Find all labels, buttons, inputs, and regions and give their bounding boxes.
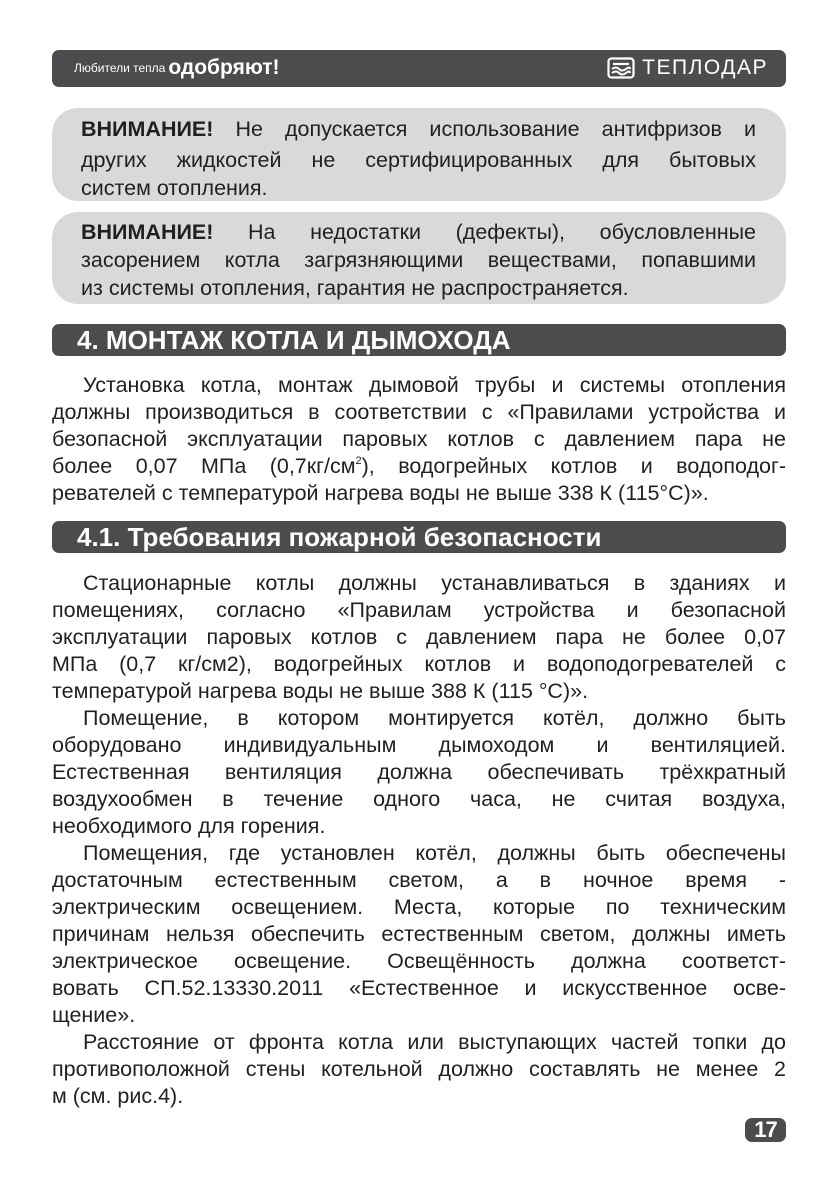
text-line: щение». xyxy=(52,1003,136,1027)
paragraph xyxy=(52,840,786,1029)
text-line: воздухообмен в течение одного часа, не считая воздуха, xyxy=(52,787,786,811)
superscript: 2 xyxy=(355,455,362,467)
text-line: вовать СП.52.13330.2011 «Естественное и искусственное осве- xyxy=(52,976,786,1000)
warning-notice-antifreeze xyxy=(52,108,786,201)
brand-name: ТЕПЛОДАР xyxy=(642,56,768,79)
paragraph xyxy=(52,705,786,840)
text-line: температурой нагрева воды не выше 388 К (115 °С)». xyxy=(52,679,589,703)
notice-line xyxy=(81,115,756,143)
paragraph xyxy=(52,1029,786,1110)
slogan-small: Любители тепла xyxy=(74,61,166,75)
text-fragment: ), водогрейных котлов и водоподог- xyxy=(361,454,786,478)
text-line: помещениях, согласно «Правилам устройства и безопасной xyxy=(52,598,786,622)
text-line: оборудовано индивидуальным дымоходом и вентиляцией. xyxy=(52,733,786,757)
notice-line xyxy=(81,218,756,246)
text-line: достаточным естественным светом, а в ночное время - xyxy=(52,868,786,892)
text-line: Стационарные котлы должны устанавливаться в зданиях и xyxy=(83,571,786,595)
text-line: безопасной эксплуатации паровых котлов с давлением пара не xyxy=(52,427,786,451)
notice-text: Не допускается использование антифризов и xyxy=(213,117,756,141)
warning-label: ВНИМАНИЕ! xyxy=(81,117,214,141)
notice-line: других жидкостей не сертифицированных для бытовых xyxy=(81,148,756,172)
warning-label: ВНИМАНИЕ! xyxy=(81,220,214,244)
text-line: Расстояние от фронта котла или выступающих частей топки до xyxy=(83,1030,786,1054)
page-number: 17 xyxy=(745,1118,786,1142)
text-line: ревателей с температурой нагрева воды не выше 338 К (115°С)». xyxy=(52,481,709,505)
text-line: Установка котла, монтаж дымовой трубы и системы отопления xyxy=(83,373,786,397)
brand xyxy=(607,56,768,80)
text-line: Естественная вентиляция должна обеспечивать трёхкратный xyxy=(52,760,786,784)
notice-line: из системы отопления, гарантия не распространяется. xyxy=(81,276,629,300)
teplodar-logo-icon xyxy=(607,57,635,79)
paragraph xyxy=(52,570,786,705)
text-line: МПа (0,7 кг/см2), водогрейных котлов и водоподогревателей с xyxy=(52,652,786,676)
text-line: Помещение, в котором монтируется котёл, должно быть xyxy=(83,706,786,730)
text-line: м (см. рис.4). xyxy=(52,1084,184,1108)
page-header xyxy=(52,50,786,87)
notice-line: систем отопления. xyxy=(81,176,268,200)
text-line xyxy=(52,453,786,480)
section-heading-fire-safety: 4.1. Требования пожарной безопасности xyxy=(52,521,786,553)
section-heading-installation: 4. МОНТАЖ КОТЛА И ДЫМОХОДА xyxy=(52,324,786,356)
notice-line: засорением котла загрязняющими веществами, попавшими xyxy=(81,248,756,272)
warning-notice-warranty xyxy=(52,212,786,304)
text-fragment: более 0,07 МПа (0,7кг/см xyxy=(52,454,356,478)
text-line: эксплуатации паровых котлов с давлением пара не более 0,07 xyxy=(52,625,786,649)
slogan-big: одобряют! xyxy=(168,56,280,79)
text-line: Помещения, где установлен котёл, должны быть обеспечены xyxy=(83,841,786,865)
text-line: электрическое освещение. Освещённость должна соответст- xyxy=(52,949,786,973)
text-line: причинам нельзя обеспечить естественным светом, должны иметь xyxy=(52,922,786,946)
fire-safety-paragraphs xyxy=(52,570,786,1110)
text-line: противоположной стены котельной должно составлять не менее 2 xyxy=(52,1057,786,1081)
text-line: электрическим освещением. Места, которые по техническим xyxy=(52,895,786,919)
notice-text: На недостатки (дефекты), обусловленные xyxy=(213,220,756,244)
text-line: необходимого для горения. xyxy=(52,814,326,838)
section-intro-paragraph xyxy=(52,372,786,507)
slogan xyxy=(74,56,280,80)
text-line: должны производиться в соответствии с «Правилами устройства и xyxy=(52,400,786,424)
